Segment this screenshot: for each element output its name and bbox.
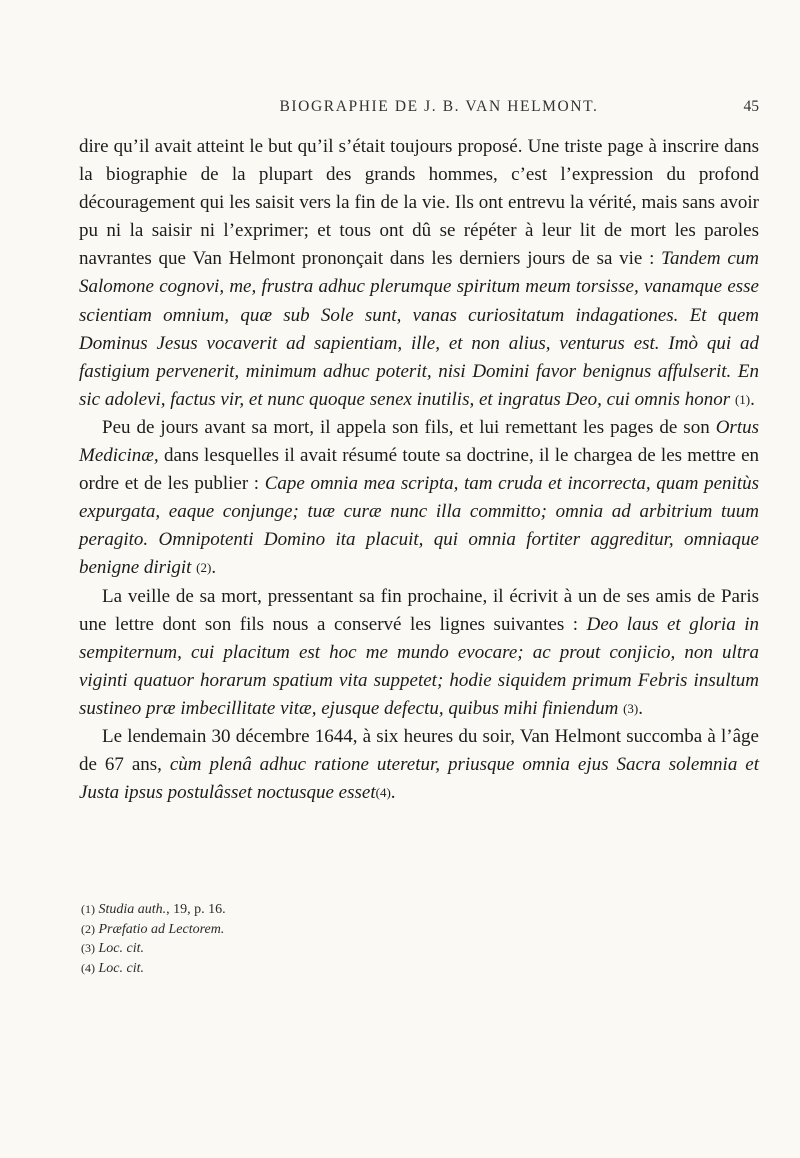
footnote-number: (1) <box>81 902 95 916</box>
latin-quotation: Cape omnia mea scripta, tam cruda et incorrecta, quam penitùs expurgata, eaque conjunge; tuæ curæ nunc illa committo; omnia ad arbitrium tuum peragito. Omnipotenti Domino ita placuit, qui omnia fortiter aggreditur, omniaque benigne dirigit <box>79 473 760 579</box>
footnote-detail: , 19, p. 16. <box>166 902 226 917</box>
paragraph-text: dire qu’il avait atteint le but qu’il s’était toujours proposé. Une triste page à inscrire dans la biographie de la plupart des grands hommes, c’est l’expression du profond découragement qui les saisit vers la fin de la vie. Ils ont entrevu la vérité, mais sans avoir pu ni la saisir ni l’exprimer; et tous ont dû se répéter à leur lit de mort les paroles navrantes que Van Helmont prononçait dans les derniers jours de sa vie : <box>79 136 759 270</box>
paragraph-text <box>678 305 689 326</box>
footnote-reference: (4) <box>375 785 391 801</box>
running-title: BIOGRAPHIE DE J. B. VAN HELMONT. <box>279 98 599 115</box>
footnote-number: (3) <box>81 941 95 955</box>
footnote-source: Loc. cit. <box>98 960 144 976</box>
paragraph-2 <box>79 414 759 583</box>
paragraph-text: . <box>211 557 217 579</box>
paragraph-text: . <box>638 697 643 719</box>
footnote-reference: (2) <box>196 560 212 576</box>
book-title: Ortus Medicinæ, <box>79 416 759 467</box>
footnote-reference: (1) <box>734 391 751 407</box>
footnote-1 <box>81 900 741 920</box>
paragraph-text: . <box>390 782 396 804</box>
paragraph-3 <box>79 583 759 723</box>
footnote-source: Loc. cit. <box>98 941 144 956</box>
footnote-4 <box>81 959 741 979</box>
page-number: 45 <box>743 98 759 115</box>
latin-quotation: Deo laus et gloria in sempiternum, cui placitum est hoc me mundo evocare; ac prout conjicio, non ultra viginti quatuor horarum spatium vita suppetet; hodie siquidem primum Febris insultum sustineo præ imbecillitate vitæ, ejusque defectu, quibus mihi finiendum <box>79 613 759 719</box>
paragraph-4 <box>79 723 759 807</box>
footnote-3 <box>81 939 741 959</box>
footnotes <box>81 900 741 978</box>
footnote-number: (2) <box>81 921 95 936</box>
paragraph-text: . <box>750 388 755 410</box>
latin-quotation: cùm plenâ adhuc ratione uteretur, priusque omnia ejus Sacra solemnia et Justa ipsus postulâsset noctusque esset <box>79 754 759 804</box>
footnote-reference: (3) <box>623 700 639 716</box>
body-text <box>79 133 759 807</box>
footnote-source: Præfatio ad Lectorem. <box>98 921 225 937</box>
footnote-2 <box>81 920 741 940</box>
latin-quotation: Et quem Dominus Jesus vocaverit ad sapientiam, ille, et non alius, venturus est. Imò qui ad fastigium pervenerit, minimum adhuc poterit, nisi Domini favor benignus affulserit. En sic adolevi, factus vir, et nunc quoque senex inutilis, et ingratus Deo, cui omnis honor <box>79 304 759 410</box>
paragraph-text: La veille de sa mort, pressentant sa fin prochaine, il écrivit à un de ses amis de Paris une lettre dont son fils nous a conservé les lignes suivantes : <box>79 585 759 635</box>
paragraph-1 <box>79 133 759 414</box>
running-head <box>119 98 759 120</box>
paragraph-text: dans lesquelles il avait résumé toute sa doctrine, il le chargea de les mettre en ordre et de les publier : <box>79 445 759 495</box>
footnote-number: (4) <box>81 960 95 975</box>
footnote-source: Studia auth. <box>98 902 167 917</box>
paragraph-text: Le lendemain 30 décembre 1644, à six heures du soir, Van Helmont succomba à l’âge de 67 ans, <box>79 725 759 776</box>
latin-quotation: Tandem cum Salomone cognovi, me, frustra adhuc plerumque spiritum meum torsisse, vanamque esse scientiam omnium, quæ sub Sole sunt, vanas curiositatum indagationes. <box>79 248 759 326</box>
paragraph-text: Peu de jours avant sa mort, il appela son fils, et lui remettant les pages de son <box>102 416 716 438</box>
